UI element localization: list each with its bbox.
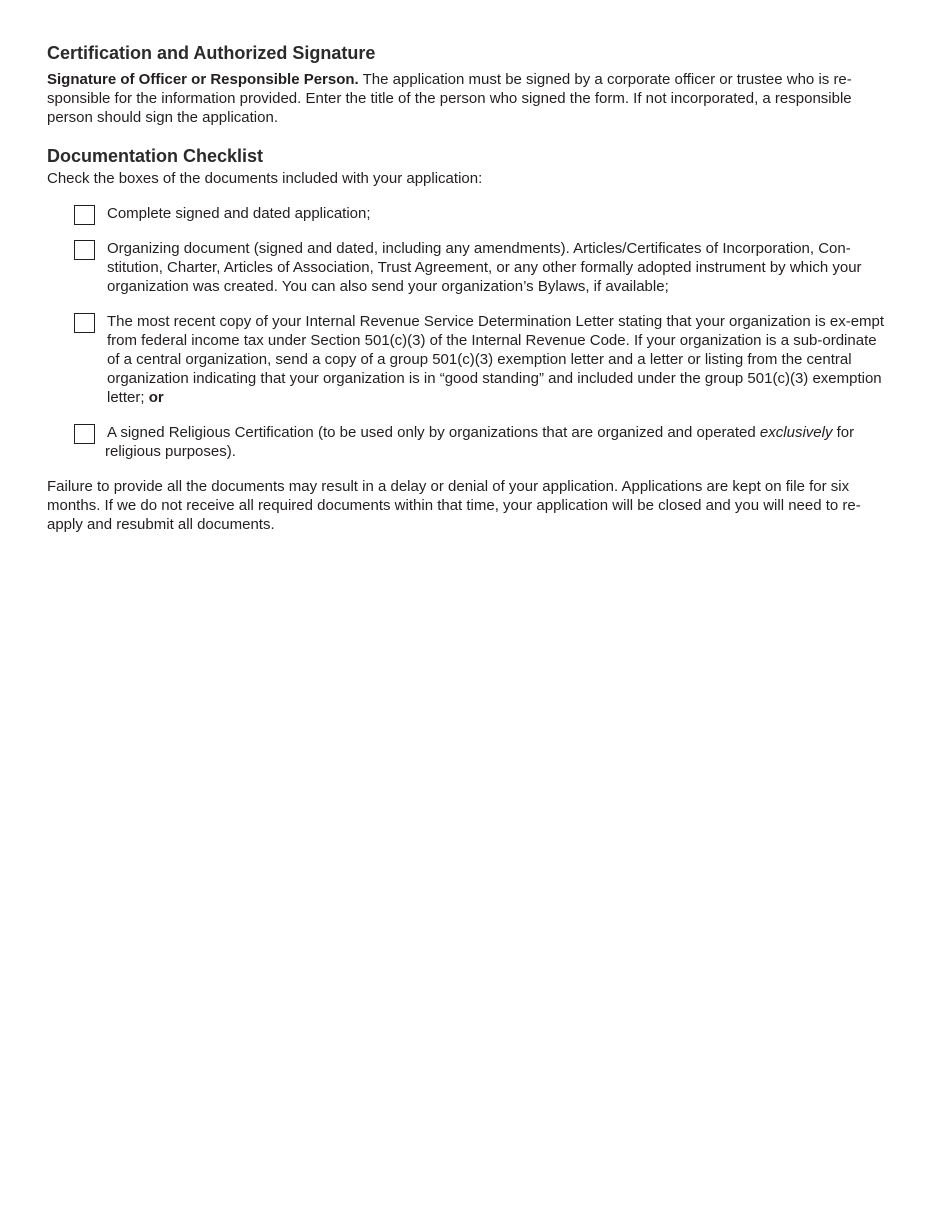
- document-page: [47, 40, 892, 534]
- checkbox-determination-letter[interactable]: [74, 313, 95, 333]
- checklist-item-label: [105, 424, 854, 460]
- checkbox-organizing-document[interactable]: [74, 240, 95, 260]
- checklist-heading: Documentation Checklist: [47, 146, 264, 166]
- signature-lead: Signature of Officer or Responsible Person.: [47, 71, 359, 88]
- certification-heading: Certification and Authorized Signature: [47, 43, 376, 63]
- checklist-item-application: [47, 204, 892, 223]
- footer-paragraph: Failure to provide all the documents may result in a delay or denial of your application. Applications are kept on file for six months. If we do not receive all required documents within that time, your application will be closed and you will need to re-apply and resubmit all documents.: [47, 478, 861, 533]
- checklist-item-determination-letter: [47, 312, 892, 407]
- checklist-item-label: Complete signed and dated application;: [107, 205, 371, 222]
- checklist-intro: Check the boxes of the documents included with your application:: [47, 170, 483, 187]
- checklist-item-emphasis: or: [148, 389, 164, 406]
- signature-paragraph: [47, 70, 892, 127]
- checkbox-application[interactable]: [74, 205, 95, 225]
- checklist-item-label: The most recent copy of your Internal Revenue Service Determination Letter stating that your organization is ex-empt from federal income tax under Section 501(c)(3) of the Internal Revenue Code. If your organization is a sub-ordinate of a central organization, send a copy of a group 501(c)(3) exemption letter and a letter or listing from the central organization indicating that your organization is in “good standing” and included under the group 501(c)(3) exemption letter;: [107, 313, 885, 406]
- checkbox-religious-certification[interactable]: [74, 424, 95, 444]
- checklist-item-label: Organizing document (signed and dated, including any amendments). Articles/Certificates of Incorporation, Con-stitution, Charter, Articles of Association, Trust Agreement, or any other formally adopted instrument by which your organization was created. You can also send your organization’s Bylaws, if available;: [107, 240, 862, 295]
- checklist-item-text-before: A signed Religious Certification (to be used only by organizations that are organized and operated: [107, 424, 760, 441]
- checklist-item-organizing-document: [47, 239, 892, 296]
- signature-text: The application must be signed by a corporate officer or trustee who is re-sponsible for the information provided. Enter the title of the person who signed the form. If not incorporated, a responsible person should sign the application.: [47, 71, 852, 126]
- checklist-item-text-after: for religious purposes).: [105, 424, 855, 460]
- documentation-checklist: [47, 204, 892, 461]
- checklist-item-emphasis: exclusively: [759, 424, 833, 441]
- checklist-item-religious-certification: [47, 423, 892, 461]
